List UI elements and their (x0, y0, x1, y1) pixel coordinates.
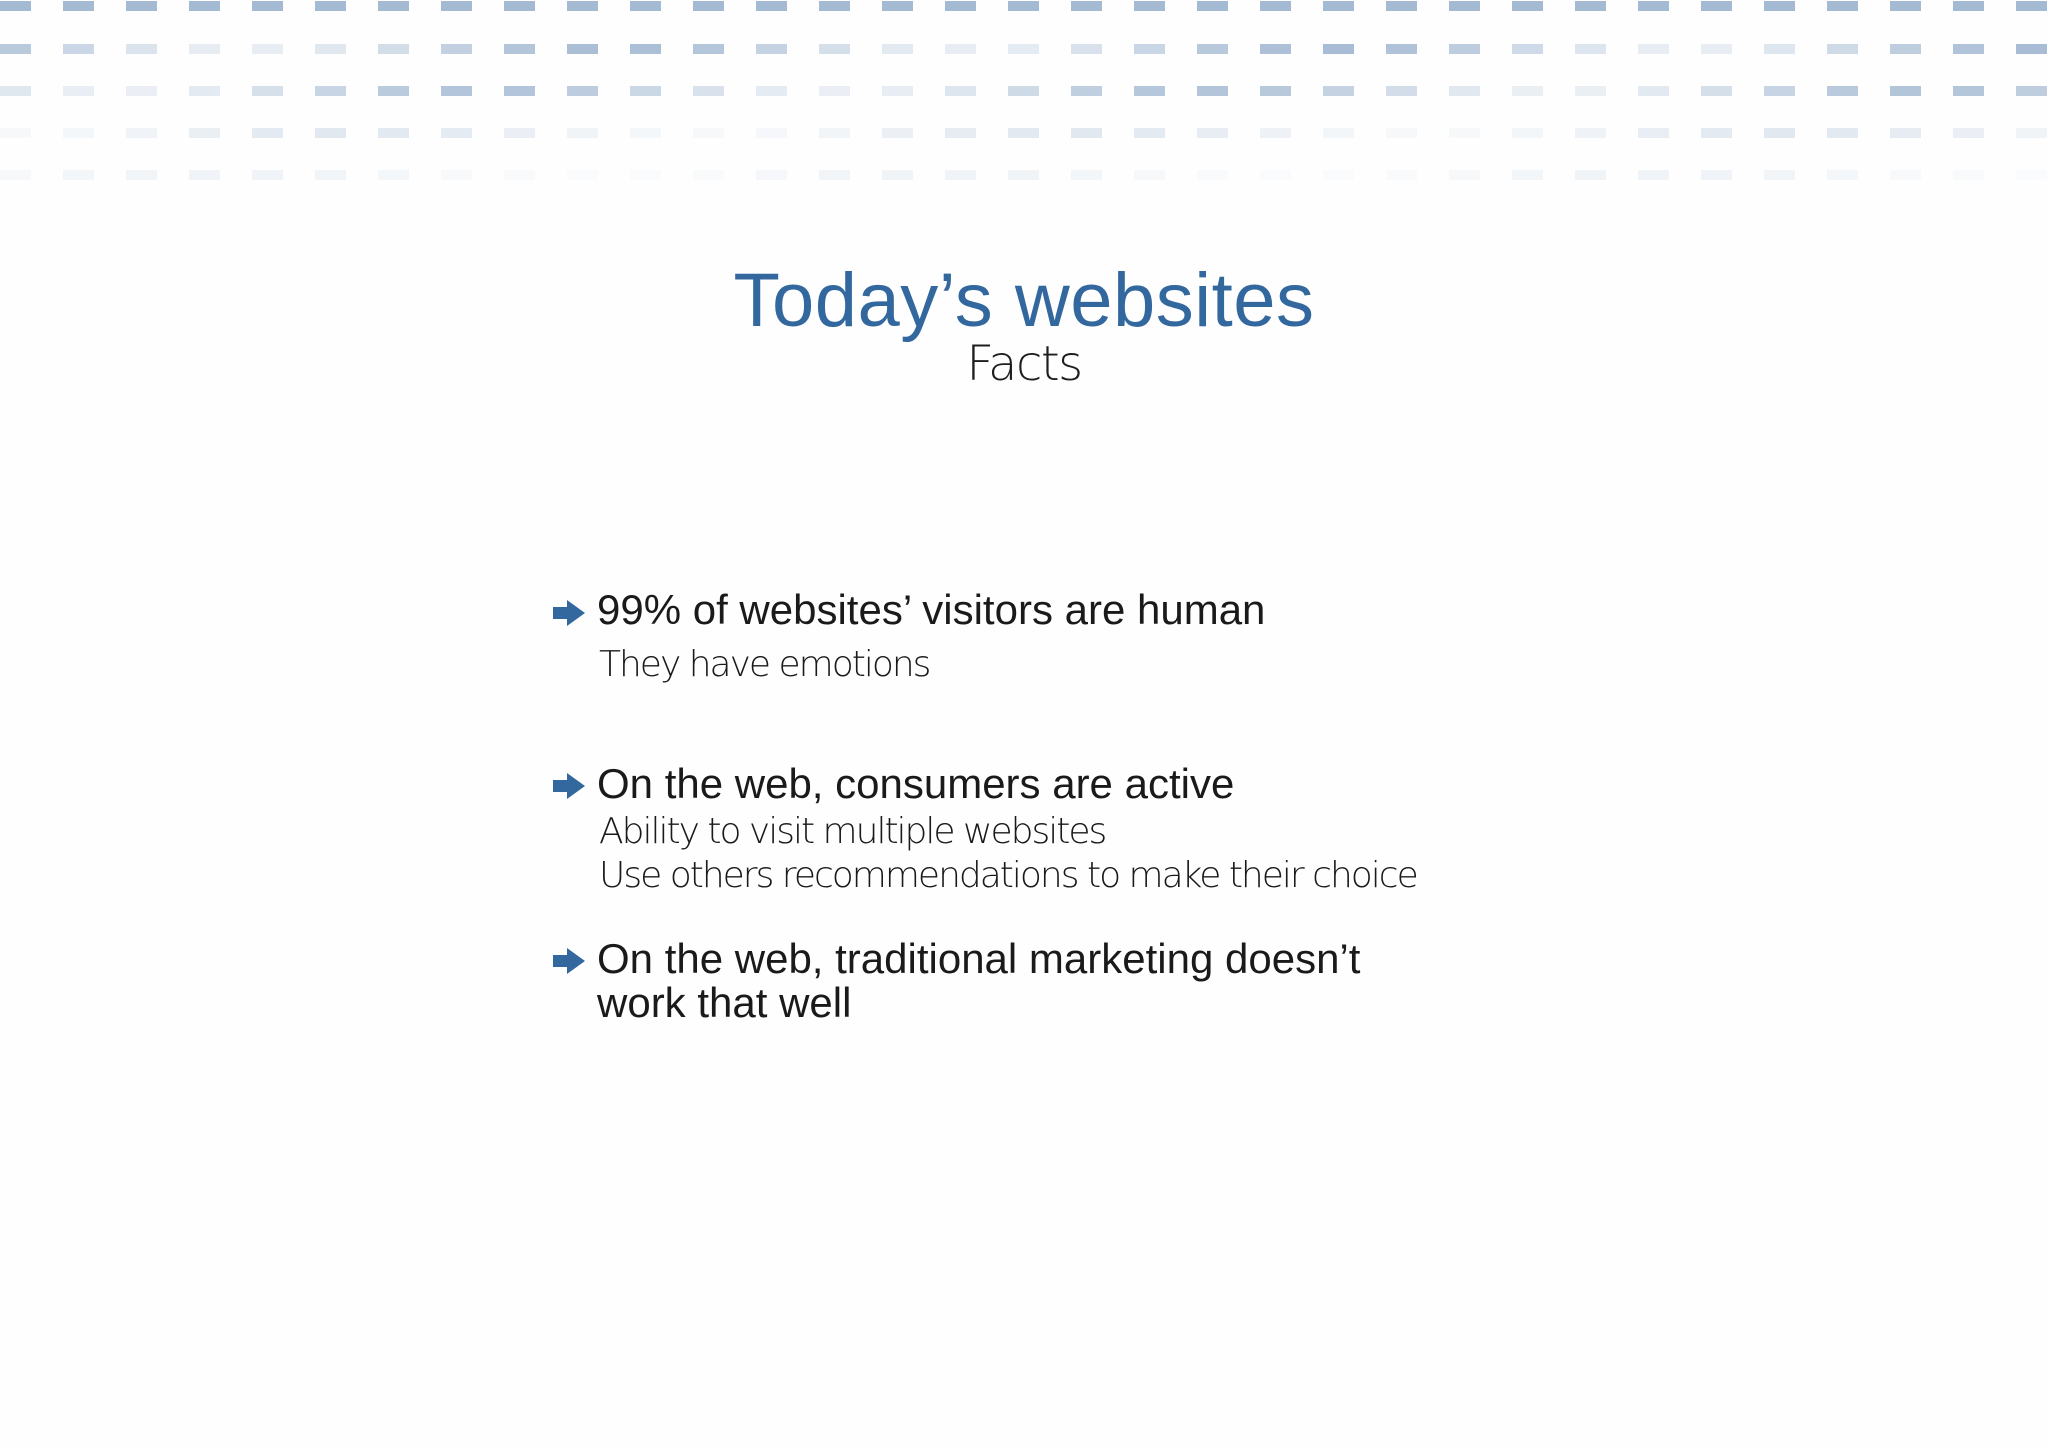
bullet-text: 99% of websites’ visitors are human (597, 586, 1266, 633)
header-dash (819, 1, 850, 11)
header-dash (1449, 170, 1480, 180)
header-dash (1134, 1, 1165, 11)
bullet-item (552, 585, 1492, 695)
header-dash (1890, 128, 1921, 138)
bullet-subtext: Ability to visit multiple websites (599, 811, 1106, 852)
header-dash (1764, 86, 1795, 96)
header-dash (567, 86, 598, 96)
header-dash (693, 44, 724, 54)
header-dash (2016, 44, 2047, 54)
bullet-subtext: They have emotions (599, 644, 930, 685)
header-dash (1638, 44, 1669, 54)
header-dash (1638, 128, 1669, 138)
header-dash (1386, 86, 1417, 96)
header-dash (567, 170, 598, 180)
header-dash (1575, 86, 1606, 96)
header-dash (630, 170, 661, 180)
header-dash (693, 170, 724, 180)
header-dash (1386, 170, 1417, 180)
header-dash (567, 44, 598, 54)
header-dash (630, 1, 661, 11)
header-dash (567, 1, 598, 11)
header-dash (1323, 170, 1354, 180)
header-dash (693, 86, 724, 96)
header-dash (126, 170, 157, 180)
header-dash (1386, 128, 1417, 138)
header-dash (882, 128, 913, 138)
header-dash (819, 170, 850, 180)
header-dash (1953, 128, 1984, 138)
header-dash (0, 128, 31, 138)
header-dash (630, 86, 661, 96)
header-dash (756, 170, 787, 180)
header-dash (315, 1, 346, 11)
header-dash (378, 170, 409, 180)
bullet-text: On the web, consumers are active (597, 760, 1235, 807)
header-dash (504, 170, 535, 180)
header-dash (882, 170, 913, 180)
header-dash (1638, 86, 1669, 96)
header-dash (1449, 128, 1480, 138)
bullet-item (552, 760, 1492, 910)
header-dash (441, 86, 472, 96)
header-dash (1323, 128, 1354, 138)
arrow-right-icon (552, 947, 586, 975)
header-dash (441, 44, 472, 54)
header-dash (1071, 44, 1102, 54)
header-dash (1890, 44, 1921, 54)
header-dash (1638, 1, 1669, 11)
header-dash (1701, 170, 1732, 180)
header-dash (126, 1, 157, 11)
bullet-text: On the web, traditional marketing doesn’t (597, 935, 1361, 982)
header-dash (1071, 86, 1102, 96)
header-dash (189, 44, 220, 54)
header-dash (1953, 44, 1984, 54)
header-dash (819, 44, 850, 54)
header-dash (1260, 128, 1291, 138)
header-dash (1827, 1, 1858, 11)
header-dash (252, 1, 283, 11)
header-dash (0, 86, 31, 96)
header-dash (1197, 128, 1228, 138)
header-dash (1764, 1, 1795, 11)
header-dash (1134, 86, 1165, 96)
header-dash (945, 44, 976, 54)
header-dash (1386, 1, 1417, 11)
header-dash (1953, 86, 1984, 96)
header-dash (1512, 86, 1543, 96)
header-dash (378, 86, 409, 96)
header-dash (441, 170, 472, 180)
header-dash (1827, 170, 1858, 180)
header-dash (504, 1, 535, 11)
header-dash (315, 128, 346, 138)
header-dash (441, 128, 472, 138)
header-dash (504, 86, 535, 96)
header-dash (1638, 170, 1669, 180)
header-dash (1134, 170, 1165, 180)
header-dash (1764, 170, 1795, 180)
header-dash (1827, 86, 1858, 96)
header-dash (1323, 86, 1354, 96)
header-dash (1575, 44, 1606, 54)
header-dash (1512, 128, 1543, 138)
arrow-right-icon (552, 772, 586, 800)
header-dash (189, 1, 220, 11)
slide-subtitle: Facts (966, 336, 1082, 392)
arrow-right-icon (552, 599, 586, 627)
header-dash (126, 86, 157, 96)
header-dash (1386, 44, 1417, 54)
header-dash (882, 1, 913, 11)
header-dash (0, 170, 31, 180)
header-dash (1953, 1, 1984, 11)
header-dash (252, 86, 283, 96)
header-dash (252, 170, 283, 180)
header-dash (2016, 170, 2047, 180)
header-dash (189, 170, 220, 180)
header-dash (126, 44, 157, 54)
header-dash (1197, 170, 1228, 180)
header-dash (378, 1, 409, 11)
header-dash (1575, 1, 1606, 11)
header-dash (1890, 1, 1921, 11)
header-dash (882, 86, 913, 96)
header-dash (945, 170, 976, 180)
header-dash (1071, 170, 1102, 180)
header-dash (2016, 86, 2047, 96)
header-dash (126, 128, 157, 138)
header-dash (315, 44, 346, 54)
slide-title: Today’s websites (733, 258, 1315, 343)
header-dash (1449, 86, 1480, 96)
header-dash (1197, 44, 1228, 54)
header-dash (63, 170, 94, 180)
header-dash (63, 128, 94, 138)
header-dash (2016, 128, 2047, 138)
header-dash (189, 128, 220, 138)
header-dash (2016, 1, 2047, 11)
header-dash (1071, 128, 1102, 138)
header-dash-pattern (0, 0, 2048, 200)
header-dash (1260, 44, 1291, 54)
header-dash (1197, 86, 1228, 96)
header-dash (1008, 86, 1039, 96)
header-dash (189, 86, 220, 96)
header-dash (63, 1, 94, 11)
header-dash (819, 128, 850, 138)
header-dash (882, 44, 913, 54)
title-block (0, 255, 2048, 397)
header-dash (1827, 44, 1858, 54)
header-dash (1701, 86, 1732, 96)
header-dash (1575, 170, 1606, 180)
header-dash (945, 86, 976, 96)
header-dash (1197, 1, 1228, 11)
header-dash (504, 128, 535, 138)
header-dash (756, 44, 787, 54)
bullet-text: work that well (597, 979, 852, 1026)
header-dash (945, 1, 976, 11)
header-dash (1134, 128, 1165, 138)
header-dash (1323, 1, 1354, 11)
header-dash (1134, 44, 1165, 54)
bullet-subtext: Use others recommendations to make their choice (599, 855, 1417, 896)
header-dash (1701, 128, 1732, 138)
header-dash (1701, 44, 1732, 54)
header-dash (567, 128, 598, 138)
header-dash (0, 1, 31, 11)
header-dash (1260, 170, 1291, 180)
header-dash (1827, 128, 1858, 138)
header-dash (1260, 86, 1291, 96)
header-dash (378, 44, 409, 54)
header-dash (1512, 1, 1543, 11)
header-dash (63, 44, 94, 54)
header-dash (315, 86, 346, 96)
header-dash (1764, 44, 1795, 54)
header-dash (1890, 86, 1921, 96)
header-dash (693, 1, 724, 11)
header-dash (1260, 1, 1291, 11)
header-dash (378, 128, 409, 138)
header-dash (1071, 1, 1102, 11)
header-dash (252, 128, 283, 138)
header-dash (1890, 170, 1921, 180)
header-dash (1764, 128, 1795, 138)
header-dash (63, 86, 94, 96)
header-dash (756, 86, 787, 96)
header-dash (945, 128, 976, 138)
header-dash (1512, 170, 1543, 180)
header-dash (756, 1, 787, 11)
header-dash (1323, 44, 1354, 54)
header-dash (1008, 44, 1039, 54)
header-dash (693, 128, 724, 138)
header-dash (1008, 170, 1039, 180)
header-dash (1008, 1, 1039, 11)
header-dash (819, 86, 850, 96)
header-dash (1449, 44, 1480, 54)
header-dash (1575, 128, 1606, 138)
header-dash (0, 44, 31, 54)
header-dash (504, 44, 535, 54)
header-dash (1008, 128, 1039, 138)
header-dash (630, 128, 661, 138)
header-dash (1449, 1, 1480, 11)
header-dash (315, 170, 346, 180)
header-dash (1953, 170, 1984, 180)
header-dash (1512, 44, 1543, 54)
header-dash (630, 44, 661, 54)
header-dash (756, 128, 787, 138)
bullet-item (552, 935, 1492, 1035)
header-dash (252, 44, 283, 54)
header-dash (441, 1, 472, 11)
header-dash (1701, 1, 1732, 11)
